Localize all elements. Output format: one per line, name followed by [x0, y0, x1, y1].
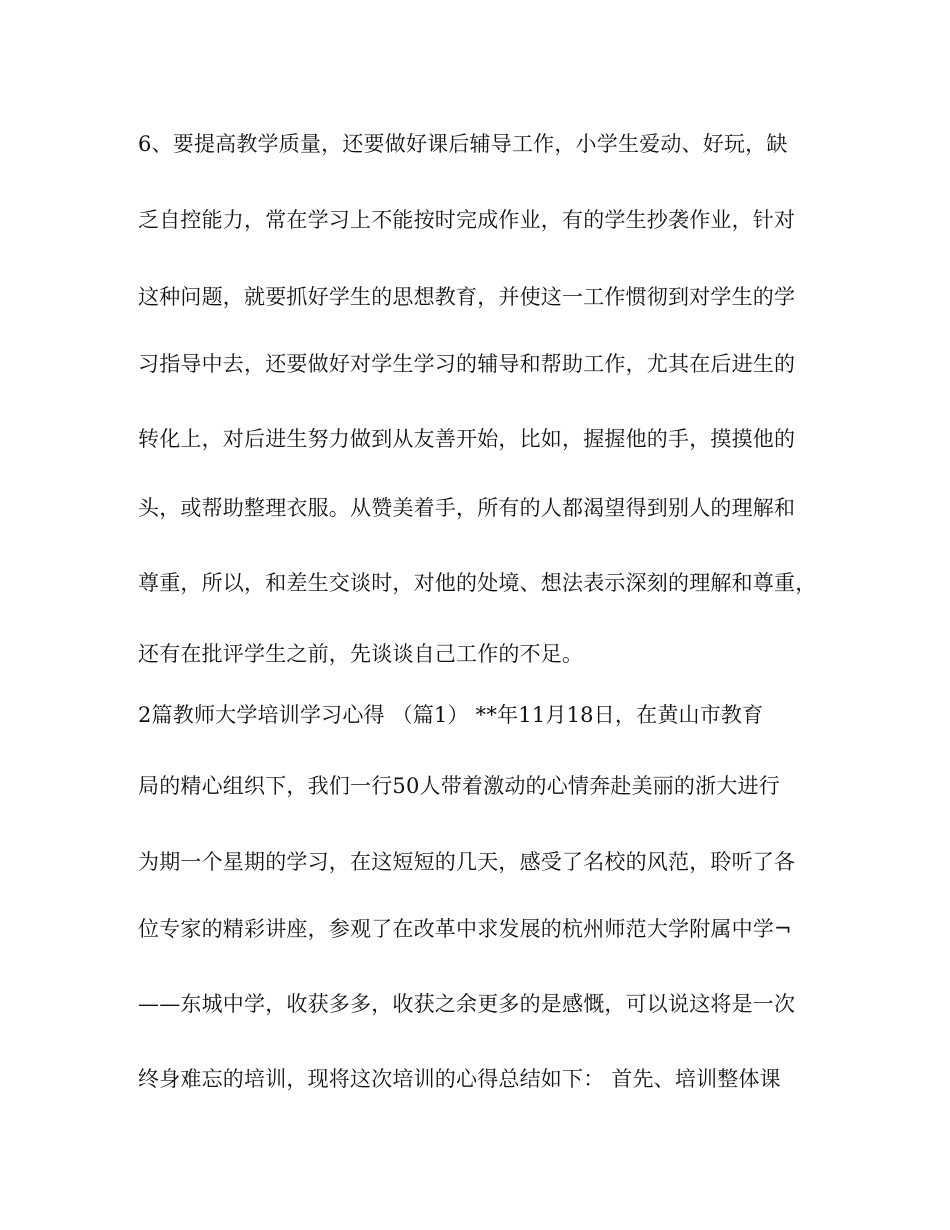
text-line: 这种问题，就要抓好学生的思想教育，并使这一工作惯彻到对学生的学 — [138, 285, 796, 309]
text-line: 乏自控能力，常在学习上不能按时完成作业，有的学生抄袭作业，针对 — [138, 208, 796, 232]
text-line: ——东城中学，收获多多，收获之余更多的是感慨，可以说这将是一次 — [138, 992, 796, 1016]
text-line: 局的精心组织下，我们一行50人带着激动的心情奔赴美丽的浙大进行 — [138, 774, 780, 798]
text-line: 还有在批评学生之前，先谈谈自己工作的不足。 — [138, 642, 584, 666]
text-line: 终身难忘的培训，现将这次培训的心得总结如下： 首先、培训整体课 — [138, 1067, 781, 1091]
text-line: 头，或帮助整理衣服。从赞美着手，所有的人都渴望得到别人的理解和 — [138, 496, 796, 520]
text-line: 为期一个星期的学习，在这短短的几天，感受了名校的风范，聆听了各 — [138, 850, 796, 874]
text-line: 位专家的精彩讲座，参观了在改革中求发展的杭州师范大学附属中学¬ — [138, 917, 792, 941]
text-line: 6、要提高教学质量，还要做好课后辅导工作，小学生爱动、好玩，缺 — [138, 132, 788, 156]
heading-line: 2篇教师大学培训学习心得 （篇1） **年11月18日，在黄山市教育 — [138, 703, 764, 727]
text-line: 转化上，对后进生努力做到从友善开始，比如，握握他的手，摸摸他的 — [138, 427, 796, 451]
text-line: 尊重，所以，和差生交谈时，对他的处境、想法表示深刻的理解和尊重， — [138, 571, 817, 595]
text-line: 习指导中去，还要做好对学生学习的辅导和帮助工作，尤其在后进生的 — [138, 352, 796, 376]
